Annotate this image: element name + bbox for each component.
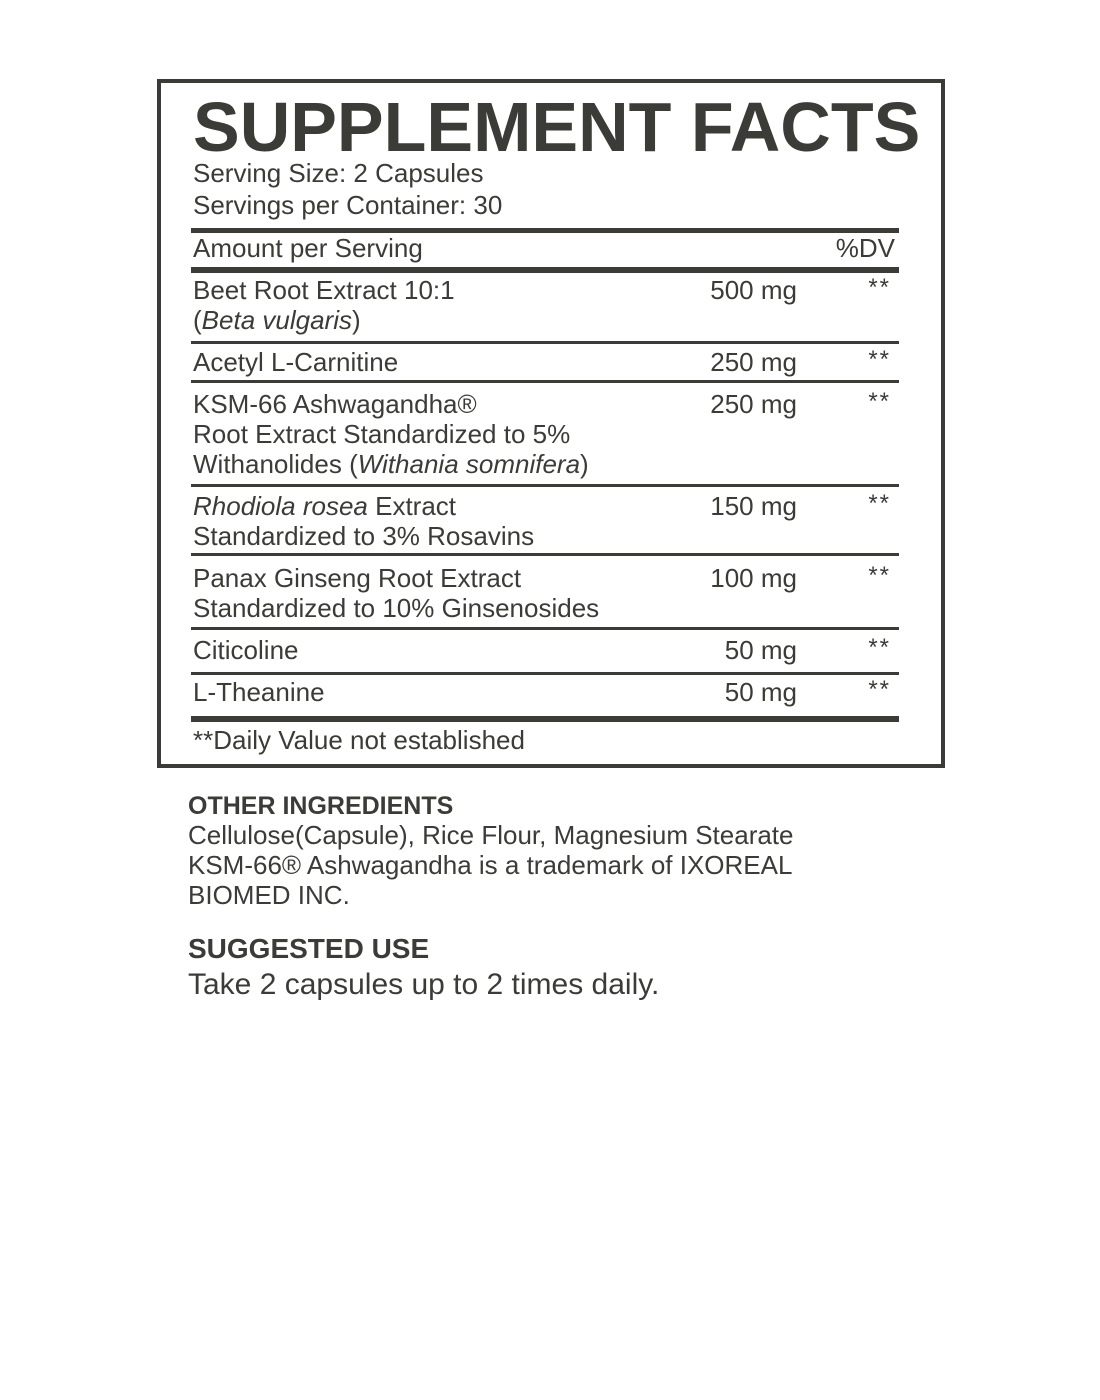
ingredient-dv: **: [868, 562, 891, 589]
ingredient-dv: **: [868, 490, 891, 517]
ingredient-name: Panax Ginseng Root Extract: [193, 563, 522, 593]
amount-per-serving-header: Amount per Serving: [193, 233, 423, 263]
ingredient-dv: **: [868, 388, 891, 415]
row-divider: [191, 672, 899, 675]
ingredient-amount: 500 mg: [710, 275, 797, 305]
thick-divider: [191, 716, 899, 722]
row-divider: [191, 380, 899, 383]
daily-value-footnote: **Daily Value not established: [193, 725, 525, 755]
ingredient-amount: 250 mg: [710, 389, 797, 419]
ingredient-amount: 50 mg: [724, 635, 797, 665]
ingredient-amount: 250 mg: [710, 347, 797, 377]
row-divider: [191, 341, 899, 344]
servings-per-container: Servings per Container: 30: [193, 190, 503, 220]
ingredient-dv: **: [868, 676, 891, 703]
ingredient-amount: 150 mg: [710, 491, 797, 521]
row-divider: [191, 627, 899, 630]
ingredient-standardization: Standardized to 10% Ginsenosides: [193, 593, 600, 623]
ingredient-name: Beet Root Extract 10:1: [193, 275, 455, 305]
ingredient-name: L-Theanine: [193, 677, 325, 707]
panel-title: SUPPLEMENT FACTS: [193, 88, 921, 166]
ingredient-standardization: Root Extract Standardized to 5%: [193, 419, 571, 449]
thick-divider: [191, 267, 899, 273]
ingredient-latin-name: Withanolides (Withania somnifera): [193, 449, 589, 479]
ingredient-dv: **: [868, 346, 891, 373]
ingredient-name: KSM-66 Ashwagandha®: [193, 389, 477, 419]
ingredient-amount: 100 mg: [710, 563, 797, 593]
ingredient-standardization: Standardized to 3% Rosavins: [193, 521, 535, 551]
suggested-use-text: Take 2 capsules up to 2 times daily.: [188, 968, 660, 1001]
trademark-notice-line: KSM-66® Ashwagandha is a trademark of IXOREAL: [188, 850, 793, 880]
other-ingredients-title: OTHER INGREDIENTS: [188, 792, 454, 820]
trademark-notice-line: BIOMED INC.: [188, 880, 350, 910]
ingredient-name: Acetyl L-Carnitine: [193, 347, 399, 377]
ingredient-amount: 50 mg: [724, 677, 797, 707]
supplement-facts-panel: [157, 79, 945, 768]
row-divider: [191, 484, 899, 487]
other-ingredients-line: Cellulose(Capsule), Rice Flour, Magnesium Stearate: [188, 820, 794, 850]
ingredient-name: Rhodiola rosea Extract: [193, 491, 457, 521]
ingredient-dv: **: [868, 274, 891, 301]
ingredient-latin-name: (Beta vulgaris): [193, 305, 361, 335]
ingredient-dv: **: [868, 634, 891, 661]
ingredient-name: Citicoline: [193, 635, 299, 665]
suggested-use-title: SUGGESTED USE: [188, 933, 430, 964]
row-divider: [191, 553, 899, 556]
dv-header: %DV: [835, 233, 895, 263]
serving-size: Serving Size: 2 Capsules: [193, 158, 484, 188]
